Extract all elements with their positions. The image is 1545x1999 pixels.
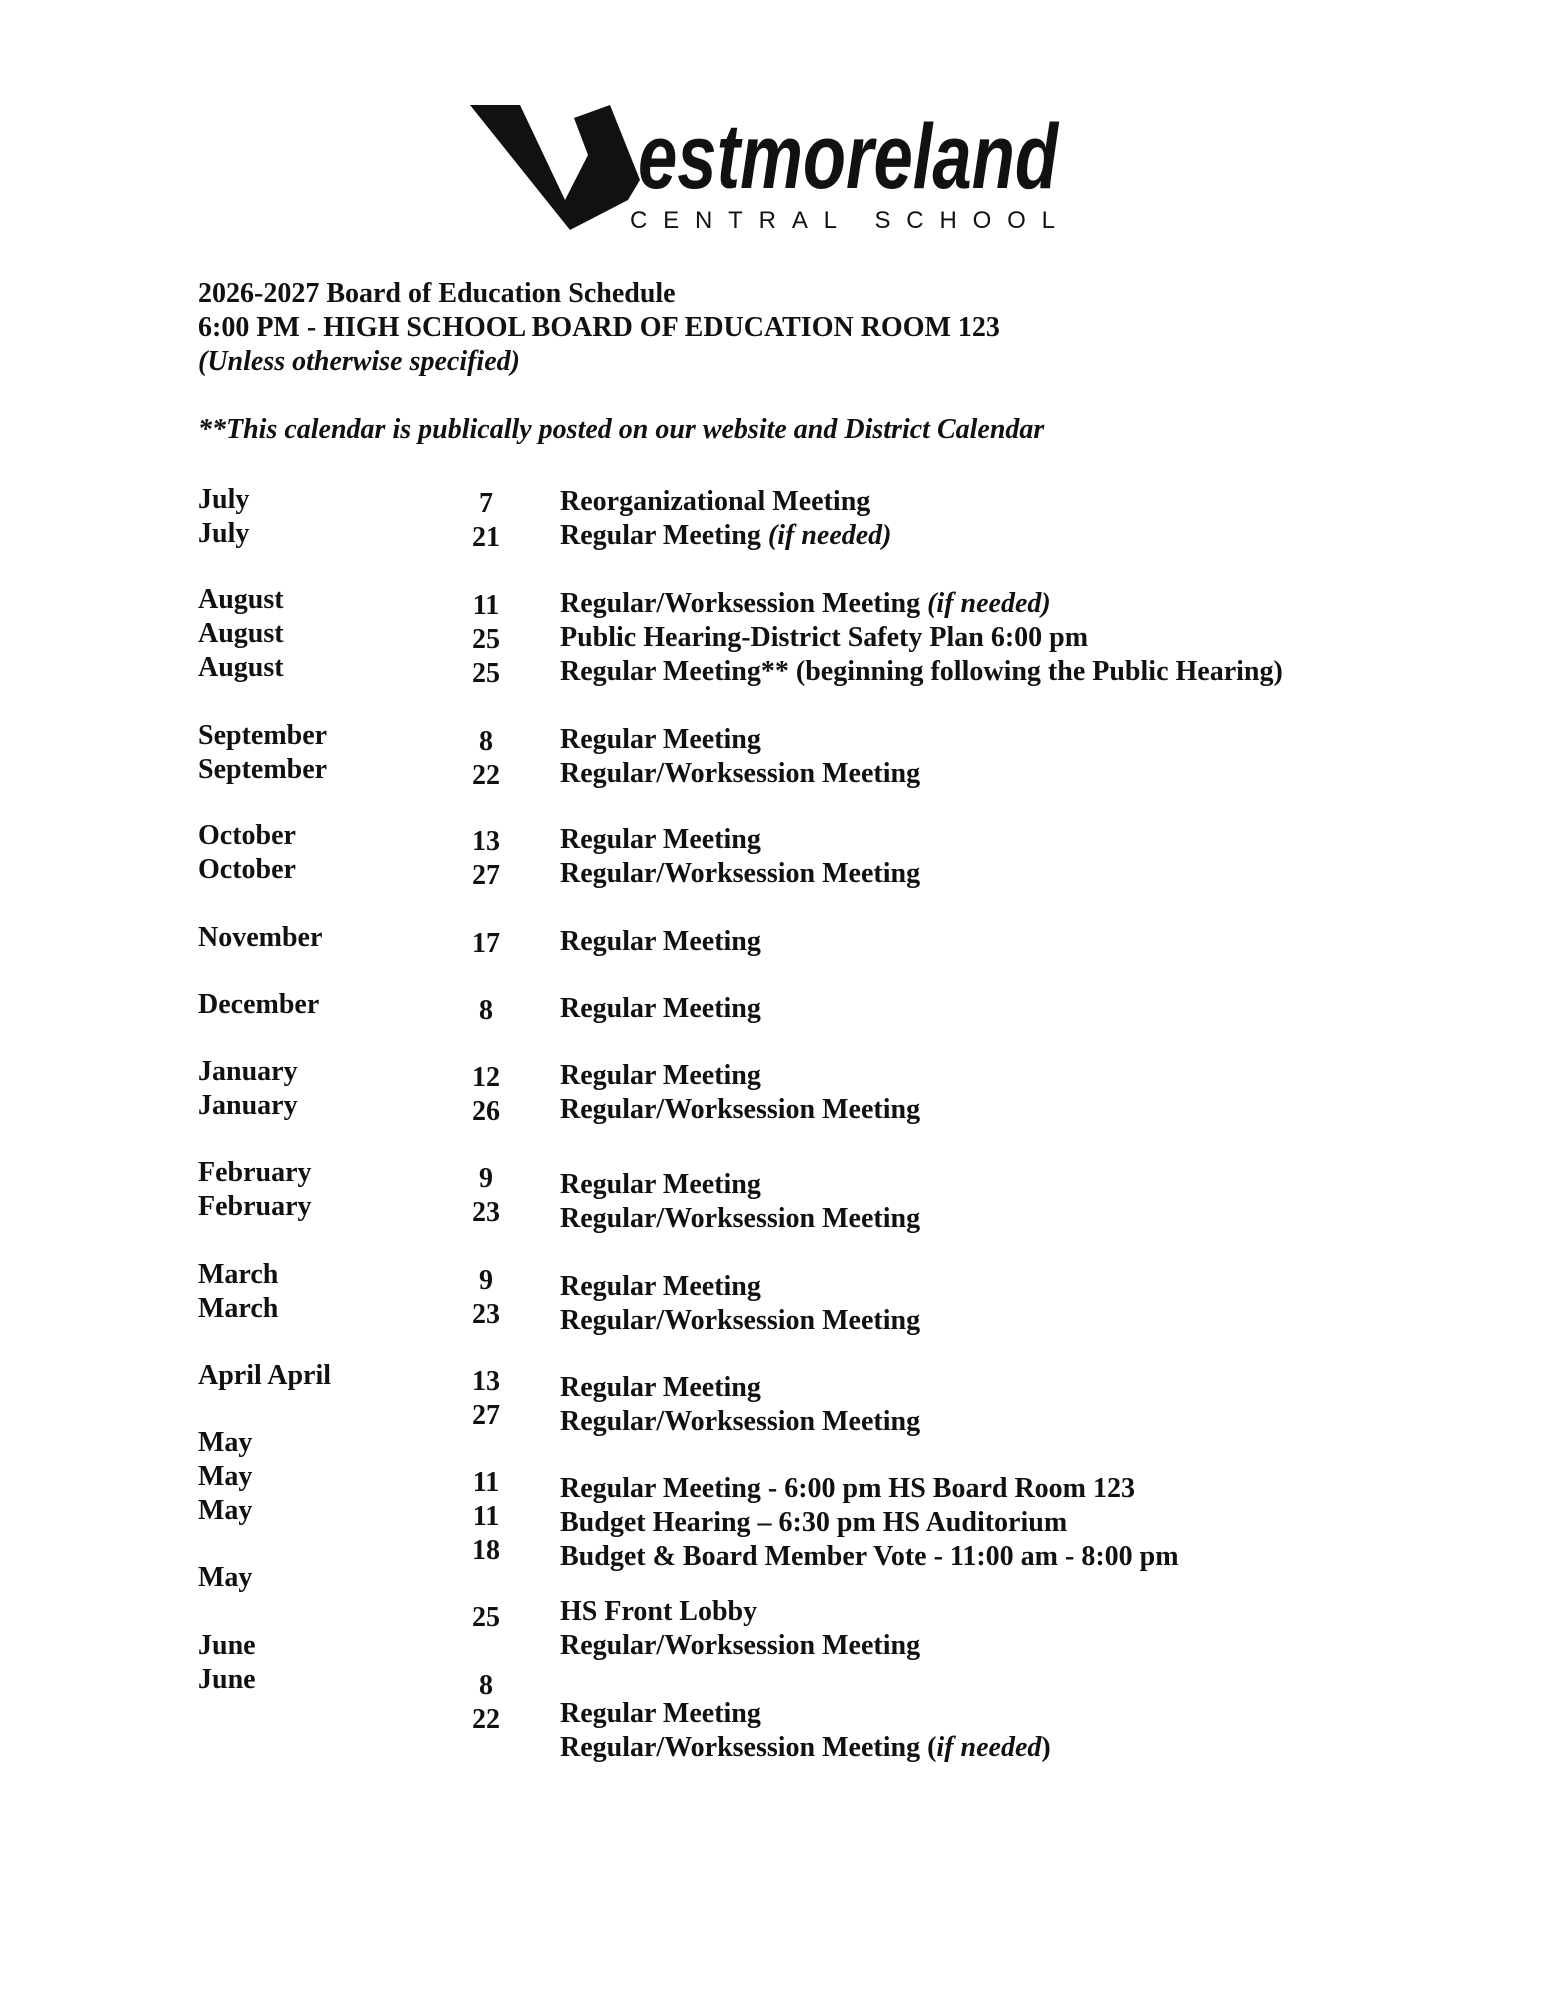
meeting-description: Regular/Worksession Meeting xyxy=(560,858,921,889)
meeting-description: Regular Meeting** (beginning following the Public Hearing) xyxy=(560,656,1283,687)
month-label: August xyxy=(198,584,284,615)
month-label: June xyxy=(198,1630,256,1661)
month-label: July xyxy=(198,518,250,549)
meeting-description: Public Hearing-District Safety Plan 6:00 pm xyxy=(560,622,1089,653)
logo-subtitle: CENTRAL SCHOOL xyxy=(630,207,1055,234)
day-number: 8 xyxy=(479,1670,493,1701)
meeting-description: Regular Meeting xyxy=(560,993,761,1024)
day-number: 21 xyxy=(472,522,500,553)
day-number: 23 xyxy=(472,1197,500,1228)
month-label: November xyxy=(198,922,323,953)
meeting-description: Budget & Board Member Vote - 11:00 am - 8:00 pm xyxy=(560,1541,1179,1572)
day-number: 13 xyxy=(472,826,500,857)
meeting-description: Regular Meeting xyxy=(560,1698,761,1729)
day-number: 9 xyxy=(479,1163,493,1194)
location-qualifier: (Unless otherwise specified) xyxy=(198,346,520,377)
month-label: March xyxy=(198,1259,279,1290)
meeting-description: Regular Meeting xyxy=(560,1060,761,1091)
logo-w-mark xyxy=(470,105,640,230)
meeting-description: Regular/Worksession Meeting xyxy=(560,1305,921,1336)
meeting-description: Regular Meeting xyxy=(560,1169,761,1200)
month-label: August xyxy=(198,618,284,649)
month-label: June xyxy=(198,1664,256,1695)
day-number: 25 xyxy=(472,1602,500,1633)
meeting-description: Regular Meeting xyxy=(560,724,761,755)
meeting-description: Regular Meeting xyxy=(560,1271,761,1302)
day-number: 13 xyxy=(472,1366,500,1397)
month-label: October xyxy=(198,820,296,851)
month-label: September xyxy=(198,754,328,785)
posting-note: **This calendar is publically posted on our website and District Calendar xyxy=(198,414,1045,445)
meeting-description: Regular Meeting - 6:00 pm HS Board Room 123 xyxy=(560,1473,1135,1504)
meeting-description: Regular Meeting (if needed) xyxy=(560,520,892,551)
month-label: May xyxy=(198,1495,253,1526)
meeting-description: Reorganizational Meeting xyxy=(560,486,871,517)
meeting-description: HS Front Lobby xyxy=(560,1596,758,1627)
meeting-description: Regular/Worksession Meeting (if needed) xyxy=(560,588,1051,619)
school-logo xyxy=(470,100,1070,235)
month-label: May xyxy=(198,1427,253,1458)
day-number: 7 xyxy=(479,488,493,519)
day-number: 27 xyxy=(472,860,500,891)
day-number: 23 xyxy=(472,1299,500,1330)
logo-wordmark: estmoreland xyxy=(638,106,1060,208)
meeting-description: Regular/Worksession Meeting (if needed) xyxy=(560,1732,1051,1763)
schedule-title: 2026-2027 Board of Education Schedule xyxy=(198,278,676,309)
month-label: March xyxy=(198,1293,279,1324)
day-number: 22 xyxy=(472,760,500,791)
month-label: April April xyxy=(198,1360,332,1391)
month-label: January xyxy=(198,1056,298,1087)
day-number: 17 xyxy=(472,928,500,959)
day-number: 11 xyxy=(472,1467,500,1498)
day-number: 27 xyxy=(472,1400,500,1431)
day-number: 9 xyxy=(479,1265,493,1296)
meeting-description: Regular/Worksession Meeting xyxy=(560,1406,921,1437)
day-number: 22 xyxy=(472,1704,500,1735)
meeting-description: Regular/Worksession Meeting xyxy=(560,1630,921,1661)
month-label: January xyxy=(198,1090,298,1121)
month-label: July xyxy=(198,484,250,515)
meeting-description: Regular Meeting xyxy=(560,926,761,957)
day-number: 25 xyxy=(472,658,500,689)
day-number: 8 xyxy=(479,995,493,1026)
month-label: August xyxy=(198,652,284,683)
month-label: September xyxy=(198,720,328,751)
day-number: 11 xyxy=(472,1501,500,1532)
day-number: 25 xyxy=(472,624,500,655)
meeting-description: Budget Hearing – 6:30 pm HS Auditorium xyxy=(560,1507,1068,1538)
day-number: 11 xyxy=(472,590,500,621)
month-label: December xyxy=(198,989,320,1020)
meeting-location: 6:00 PM - HIGH SCHOOL BOARD OF EDUCATION ROOM 123 xyxy=(198,312,1000,343)
meeting-description: Regular Meeting xyxy=(560,824,761,855)
meeting-description: Regular/Worksession Meeting xyxy=(560,1203,921,1234)
month-label: February xyxy=(198,1157,312,1188)
month-label: May xyxy=(198,1562,253,1593)
day-number: 18 xyxy=(472,1535,500,1566)
meeting-description: Regular/Worksession Meeting xyxy=(560,1094,921,1125)
month-label: October xyxy=(198,854,296,885)
day-number: 26 xyxy=(472,1096,500,1127)
month-label: February xyxy=(198,1191,312,1222)
day-number: 12 xyxy=(472,1062,500,1093)
day-number: 8 xyxy=(479,726,493,757)
meeting-description: Regular/Worksession Meeting xyxy=(560,758,921,789)
month-label: May xyxy=(198,1461,253,1492)
meeting-description: Regular Meeting xyxy=(560,1372,761,1403)
schedule-header xyxy=(198,277,1000,379)
